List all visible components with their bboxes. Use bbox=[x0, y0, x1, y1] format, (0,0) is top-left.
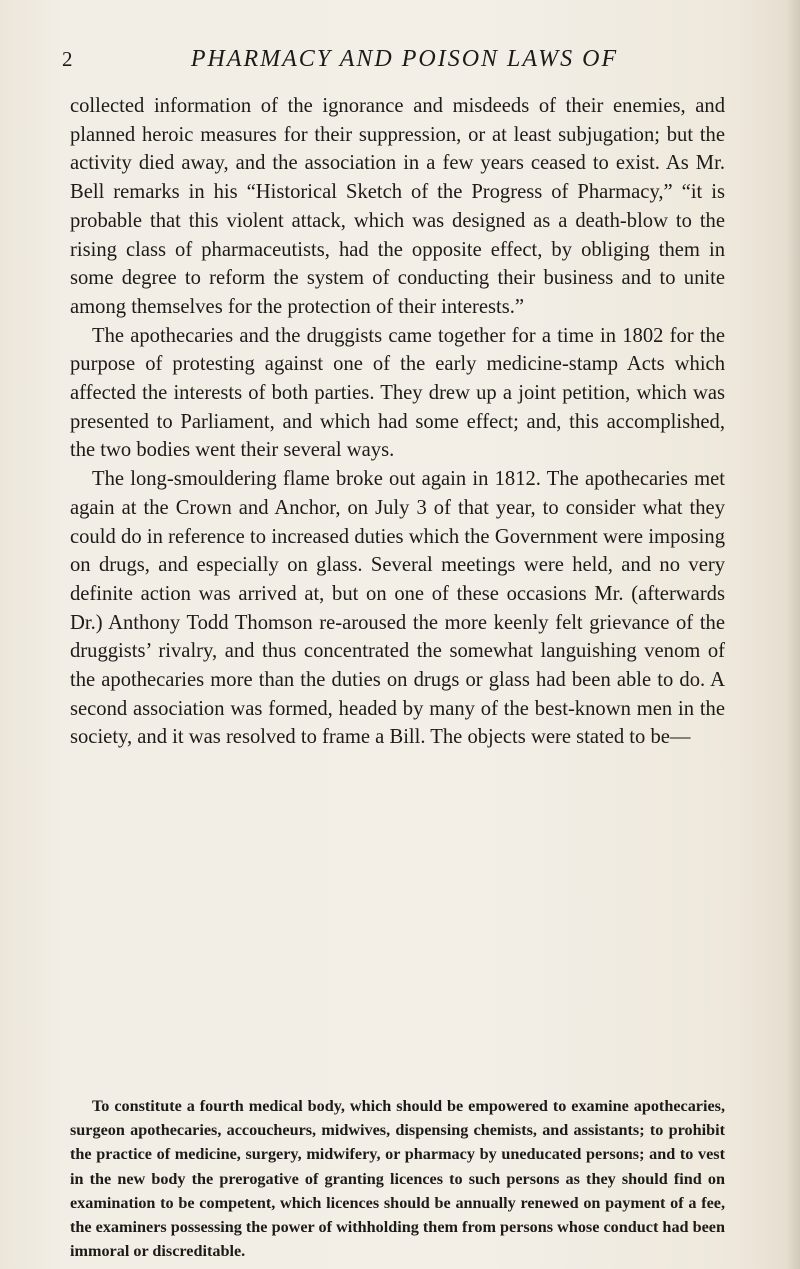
block-quote: To constitute a fourth medical body, which should be empowered to examine apothecaries, surgeon apothecaries, accoucheurs, midwives, dispensing chemists, and assistants; to prohibit the practice of medicine, surgery, midwifery, or pharmacy by uneducated persons; and to vest in the new body the prerogative of granting licences to such persons as they should find on examination to be competent, which licences should be annually renewed on payment of a fee, the examiners possessing the power of withholding them from persons whose conduct had been immoral or discreditable. bbox=[70, 1097, 725, 1261]
page-edge-shadow bbox=[786, 0, 800, 1269]
body-text bbox=[70, 92, 725, 752]
running-head: PHARMACY AND POISON LAWS OF bbox=[190, 46, 619, 72]
page-number: 2 bbox=[62, 47, 73, 71]
paragraph-2: The apothecaries and the druggists came together for a time in 1802 for the purpose of protesting against one of the early medicine-stamp Acts which affected the interests of both parties. They drew up a joint petition, which was presented to Parliament, and which had some effect; and, this accomplished, the two bodies went their several ways. bbox=[70, 324, 725, 462]
paragraph-3: The long-smouldering flame broke out again in 1812. The apothecaries met again at the Crown and Anchor, on July 3 of that year, to consider what they could do in reference to increased duties which the Government were imposing on drugs, and especially on glass. Several meetings were held, and no very definite action was arrived at, but on one of these occasions Mr. (afterwards Dr.) Anthony Todd Thomson re-aroused the more keenly felt grievance of the druggists’ rivalry, and thus concentrated the somewhat languishing venom of the apothecaries more than the duties on drugs or glass had been able to do. A second association was formed, headed by many of the best-known men in the society, and it was resolved to frame a Bill. The objects were stated to be— bbox=[70, 468, 725, 749]
paragraph-1: collected information of the ignorance and misdeeds of their enemies, and planned heroic measures for their suppression, or at least subjugation; but the activity died away, and the association in a few years ceased to exist. As Mr. Bell remarks in his “Historical Sketch of the Progress of Pharmacy,” “it is probable that this violent attack, which was designed as a death-blow to the rising class of pharmaceutists, had the opposite effect, by obliging them in some degree to reform the system of conducting their business and to unite among themselves for the protection of their interests.” bbox=[70, 95, 725, 318]
page-header bbox=[62, 44, 727, 74]
